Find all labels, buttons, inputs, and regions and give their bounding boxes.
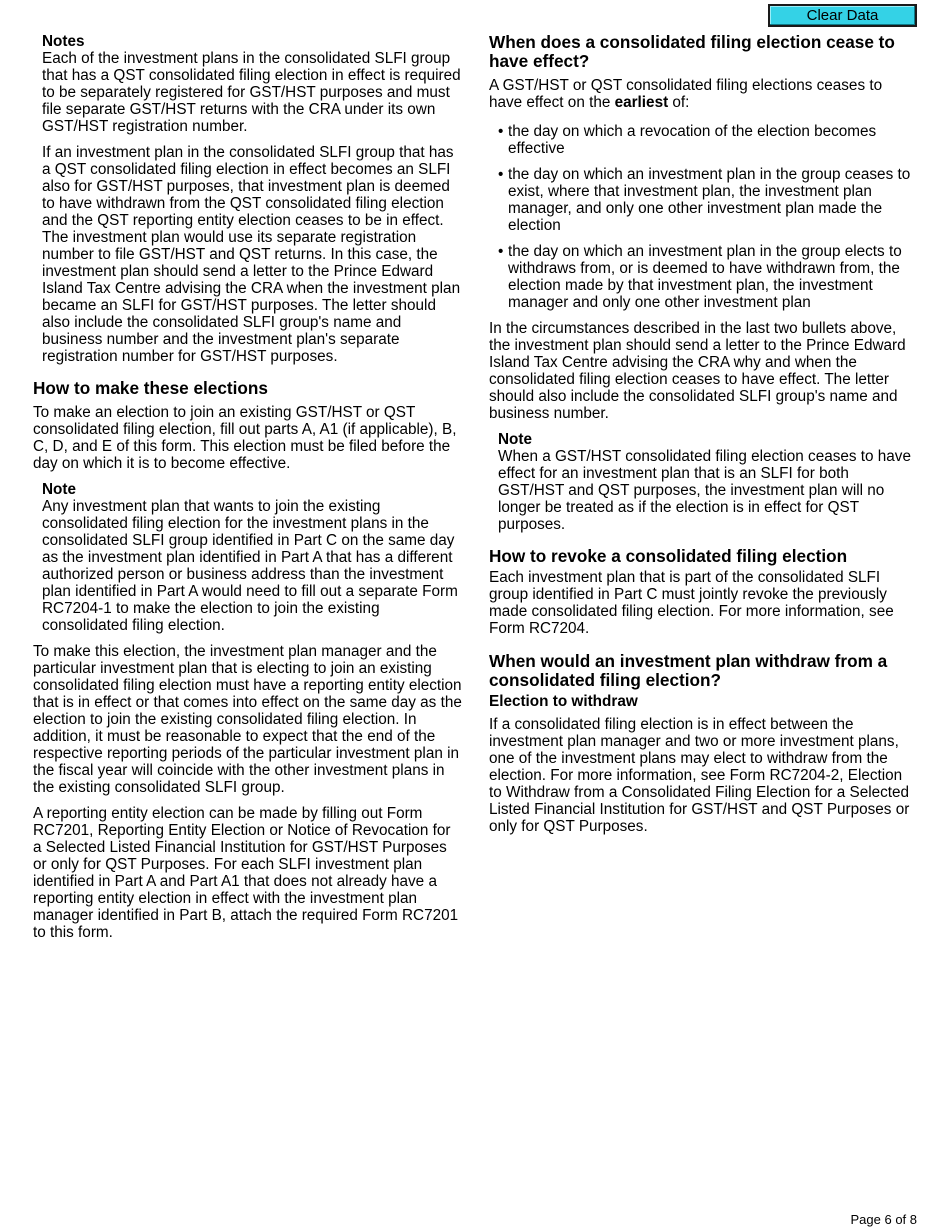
- notes-paragraph-1: Each of the investment plans in the consolidated SLFI group that has a QST consolidated filing election in effect is required to be separately registered for GST/HST purposes and must file separate GST/HST returns with the CRA under its own GST/HST registration number.: [42, 50, 461, 135]
- note-heading: Note: [498, 431, 532, 448]
- how-paragraph-3: A reporting entity election can be made by filling out Form RC7201, Reporting Entity Election or Notice of Revocation for a Selected Listed Financial Institution for GST/HST Purposes or only for QST Purposes. For each SLFI investment plan identified in Part A and Part A1 that does not already have a reporting entity election in effect with the investment plan manager identified in Part B, attach the required Form RC7201 to this form.: [33, 805, 459, 941]
- revoke-paragraph: Each investment plan that is part of the consolidated SLFI group identified in Part C must jointly revoke the previously made consolidated filing election. For more information, see Form RC7204.: [489, 569, 894, 637]
- notes-heading: Notes: [42, 33, 85, 50]
- how-paragraph-1: To make an election to join an existing GST/HST or QST consolidated filing election, fill out parts A, A1 (if applicable), B, C, D, and E of this form. This election must be filed before the day on which it is to become effective.: [33, 404, 457, 472]
- notes-paragraph-2: If an investment plan in the consolidated SLFI group that has a QST consolidated filing election in effect becomes an SLFI also for GST/HST purposes, that investment plan is deemed to have withdrawn from the QST consolidated filing election and the QST reporting entity election ceases to be in effect. The investment plan would use its separate registration number to file GST/HST and QST returns. In this case, the investment plan should send a letter to the Prince Edward Island Tax Centre advising the CRA when the investment plan became an SLFI for GST/HST purposes. The letter should also include the consolidated SLFI group's name and business number and the investment plan's separate registration number for GST/HST purposes.: [42, 144, 461, 365]
- cease-intro-emphasis: earliest: [614, 94, 669, 111]
- how-to-make-heading: How to make these elections: [33, 378, 268, 398]
- right-column: [489, 33, 919, 835]
- cease-intro-text: A GST/HST or QST consolidated filing elections ceases to have effect on the: [489, 77, 883, 111]
- cease-intro-end: of:: [668, 94, 690, 111]
- clear-data-button[interactable]: Clear Data: [768, 4, 917, 27]
- withdraw-heading: When would an investment plan withdraw from a consolidated filing election?: [489, 651, 888, 690]
- left-column: [33, 33, 463, 941]
- cease-intro: [489, 77, 919, 111]
- withdraw-subheading: Election to withdraw: [489, 693, 638, 710]
- revoke-heading: How to revoke a consolidated filing election: [489, 546, 848, 566]
- how-paragraph-2: To make this election, the investment plan manager and the particular investment plan that is electing to join an existing consolidated filing election must have a reporting entity election that is in effect or that comes into effect on the same day as the election to join the existing consolidated filing election. In addition, it must be reasonable to expect that the end of the respective reporting periods of the particular investment plan in the fiscal year will coincide with the other investment plans in the existing consolidated SLFI group.: [33, 643, 462, 796]
- list-item: • the day on which an investment plan in the group ceases to exist, where that investment plan, the investment plan manager, and only one other investment plan made the election: [489, 166, 919, 234]
- list-item: • the day on which a revocation of the election becomes effective: [489, 123, 919, 157]
- note-paragraph: Any investment plan that wants to join the existing consolidated filing election for the investment plans in the consolidated SLFI group identified in Part C on the same day as the investment plan identified in Part A that has a different authorized person or business address than the investment plan identified in Part A would need to fill out a separate Form RC7204-1 to make the election to join the existing consolidated filing election.: [42, 498, 458, 634]
- note-paragraph: When a GST/HST consolidated filing election ceases to have effect for an investment plan that is an SLFI for both GST/HST and QST purposes, the investment plan will no longer be treated as if the election is in effect for QST purposes.: [498, 448, 911, 533]
- notes-block: [33, 33, 463, 365]
- cease-paragraph-2: In the circumstances described in the last two bullets above, the investment plan should send a letter to the Prince Edward Island Tax Centre advising the CRA why and when the consolidated filing election ceases to have effect. The letter should also include the consolidated SLFI group's name and business number.: [489, 320, 906, 422]
- cease-heading: When does a consolidated filing election cease to have effect?: [489, 32, 895, 71]
- note-block: [33, 481, 463, 634]
- cease-bullet-list: [489, 123, 919, 311]
- list-item: • the day on which an investment plan in the group elects to withdraws from, or is deemed to have withdrawn from, the election made by that investment plan, the investment manager and only one other investment plan: [489, 243, 919, 311]
- withdraw-paragraph: If a consolidated filing election is in effect between the investment plan manager and two or more investment plans, one of the investment plans may elect to withdraw from the election. For more information, see Form RC7204-2, Election to Withdraw from a Consolidated Filing Election for a Selected Listed Financial Institution for GST/HST and QST Purposes or only for QST Purposes.: [489, 716, 910, 835]
- page-number: Page 6 of 8: [850, 1212, 917, 1227]
- note-heading: Note: [42, 481, 76, 498]
- note-block: [489, 431, 919, 533]
